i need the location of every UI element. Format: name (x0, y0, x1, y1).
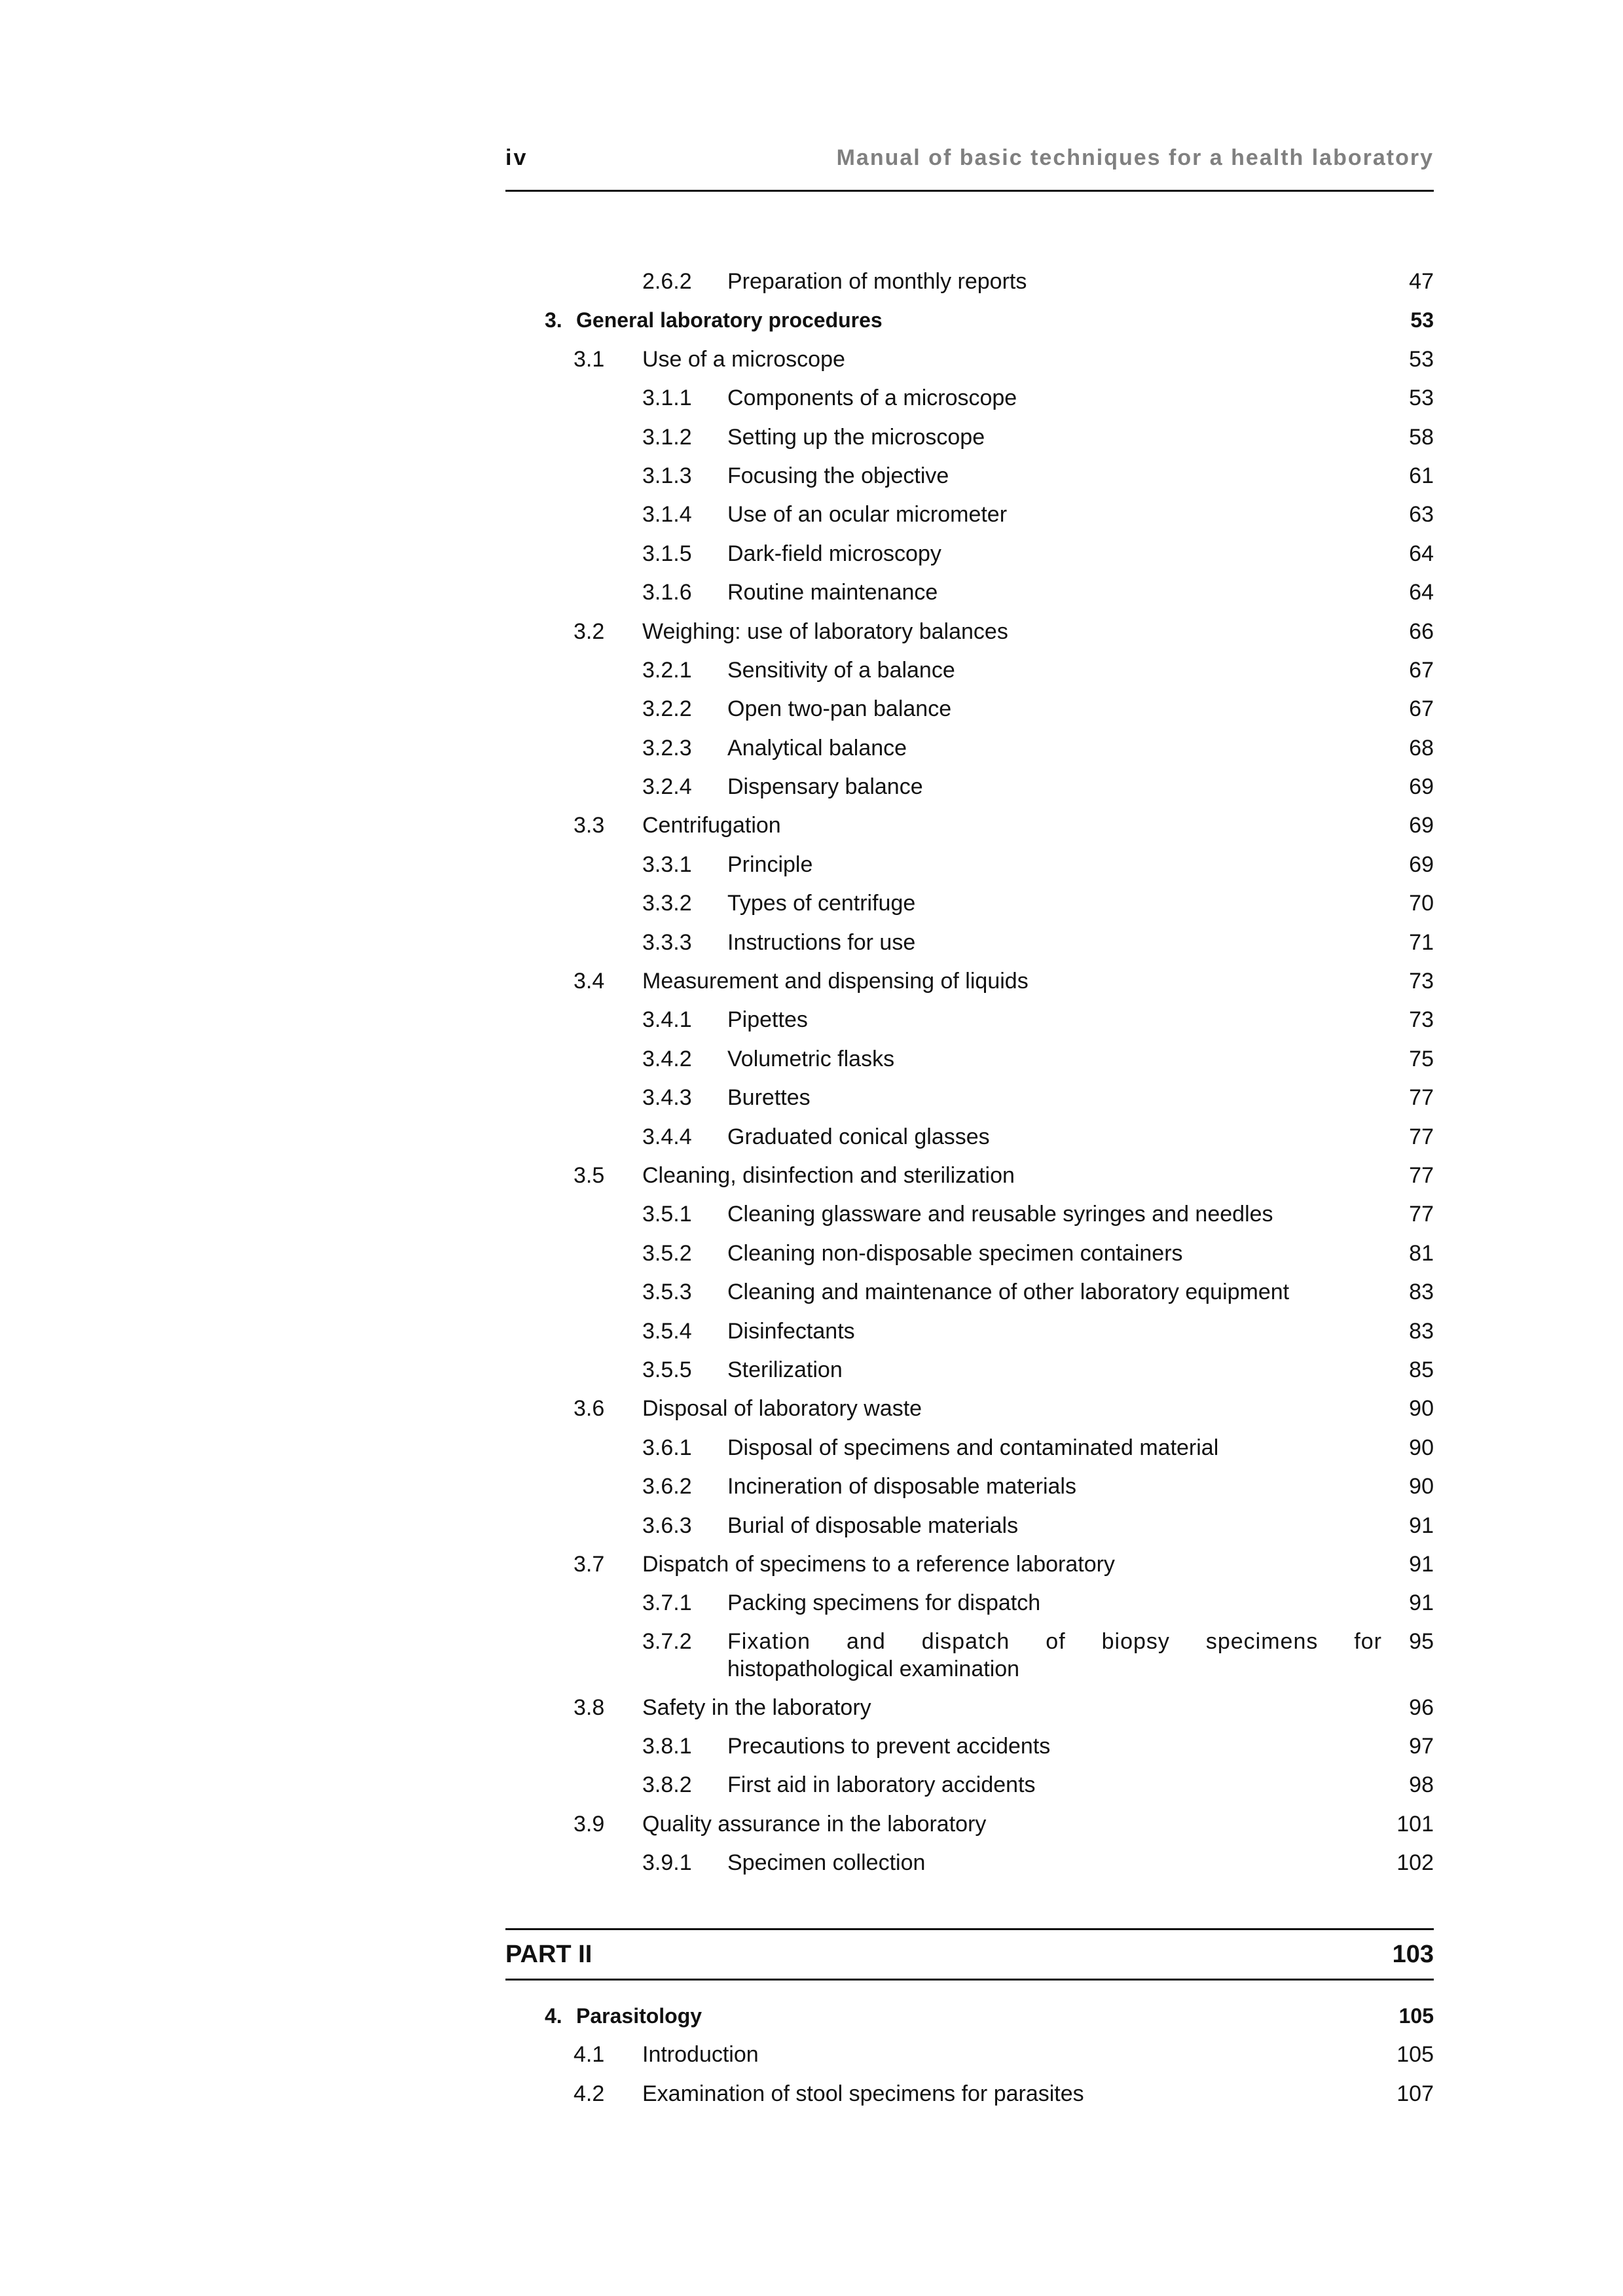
toc-entry-page: 98 (1409, 1772, 1434, 1798)
toc-entry-title: Open two-pan balance (727, 696, 952, 722)
toc-entry[interactable] (505, 1467, 1434, 1505)
toc-entry-title: Analytical balance (727, 735, 907, 761)
toc-entry-number: 3.6.2 (642, 1474, 692, 1499)
toc-entry[interactable] (505, 845, 1434, 884)
toc-entry[interactable] (505, 495, 1434, 533)
toc-entry-page: 77 (1409, 1202, 1434, 1227)
toc-entry-title-line-1: Fixation and dispatch of biopsy specimens for (727, 1628, 1382, 1654)
toc-entry-number: 3.8.2 (642, 1772, 692, 1798)
toc-chapter-entry[interactable] (505, 1996, 1434, 2035)
toc-entry-page: 64 (1409, 580, 1434, 605)
part-label: PART II (505, 1941, 593, 1968)
toc-entry-title: Dark-field microscopy (727, 541, 941, 566)
toc-entry-number: 3.5.1 (642, 1202, 692, 1227)
page-header (505, 145, 1434, 192)
toc-entry-number: 3.7.1 (642, 1590, 692, 1616)
toc-entry[interactable] (505, 1039, 1434, 1078)
toc-entry[interactable] (505, 1428, 1434, 1467)
toc-entry-page: 91 (1409, 1551, 1434, 1577)
toc-entry-page: 83 (1409, 1318, 1434, 1344)
toc-entry-page: 102 (1396, 1850, 1434, 1876)
toc-entry[interactable] (505, 1804, 1434, 1843)
toc-entry[interactable] (505, 1843, 1434, 1882)
toc-entry-page: 105 (1398, 2004, 1434, 2028)
toc-entry-number: 3.6.1 (642, 1435, 692, 1460)
toc-entry[interactable] (505, 1156, 1434, 1194)
toc-entry[interactable] (505, 1545, 1434, 1583)
toc-entry[interactable] (505, 1583, 1434, 1622)
toc-entry-title: Types of centrifuge (727, 891, 916, 916)
toc-entry-number: 3.3.3 (642, 929, 692, 955)
toc-entry-page: 68 (1409, 735, 1434, 761)
toc-entry-page: 53 (1409, 386, 1434, 411)
toc-entry-page: 90 (1409, 1474, 1434, 1499)
toc-entry-number: 3.5.2 (642, 1240, 692, 1266)
toc-entry[interactable] (505, 1727, 1434, 1765)
toc-entry-page: 81 (1409, 1240, 1434, 1266)
toc-entry-number: 3.2.2 (642, 696, 692, 722)
toc-entry-title: Sensitivity of a balance (727, 657, 955, 683)
toc-entry-number: 4.1 (574, 2042, 605, 2068)
toc-entry-title: Quality assurance in the laboratory (642, 1811, 987, 1837)
toc-entry-number: 3.7.2 (642, 1628, 692, 1654)
part-page-number: 103 (1392, 1941, 1434, 1968)
toc-entry-page: 85 (1409, 1357, 1434, 1382)
toc-entry-title: Introduction (642, 2042, 759, 2068)
table-of-contents (505, 262, 1434, 1882)
toc-entry-title: Burial of disposable materials (727, 1513, 1019, 1538)
toc-entry-title: Focusing the objective (727, 463, 949, 488)
toc-entry-number: 3.2.3 (642, 735, 692, 761)
toc-entry[interactable] (505, 1389, 1434, 1427)
toc-entry-number: 3.2.4 (642, 774, 692, 800)
toc-entry-page: 95 (1409, 1628, 1434, 1654)
toc-entry-number: 3. (545, 308, 562, 332)
toc-entry-title: Instructions for use (727, 929, 916, 955)
toc-entry-title: Principle (727, 852, 813, 877)
toc-entry-title: Setting up the microscope (727, 424, 985, 450)
toc-entry-page: 69 (1409, 852, 1434, 877)
toc-entry-number: 3.2.1 (642, 657, 692, 683)
toc-entry-number: 4.2 (574, 2081, 605, 2106)
toc-entry-page: 77 (1409, 1085, 1434, 1111)
toc-entry-title: Routine maintenance (727, 580, 938, 605)
toc-entry-title: Burettes (727, 1085, 811, 1111)
toc-entry-number: 3.3 (574, 813, 605, 838)
toc-entry[interactable] (505, 456, 1434, 495)
toc-chapter-entry[interactable] (505, 300, 1434, 339)
toc-entry-page: 58 (1409, 424, 1434, 450)
toc-entry[interactable] (505, 340, 1434, 378)
toc-entry-number: 3.4.3 (642, 1085, 692, 1111)
toc-entry-title-line-2: histopathological examination (727, 1656, 1020, 1681)
toc-entry-number: 3.1.1 (642, 386, 692, 411)
toc-entry-number: 3.1.6 (642, 580, 692, 605)
toc-entry[interactable] (505, 1000, 1434, 1039)
toc-entry-number: 3.5.4 (642, 1318, 692, 1344)
toc-entry[interactable] (505, 534, 1434, 573)
toc-entry-page: 69 (1409, 774, 1434, 800)
toc-entry[interactable] (505, 923, 1434, 961)
toc-entry[interactable] (505, 612, 1434, 651)
toc-entry-title: Measurement and dispensing of liquids (642, 969, 1029, 994)
toc-entry-title: Centrifugation (642, 813, 781, 838)
toc-entry[interactable] (505, 689, 1434, 728)
toc-entry-title: Cleaning, disinfection and sterilization (642, 1162, 1015, 1188)
toc-entry[interactable] (505, 1688, 1434, 1727)
toc-entry-page: 69 (1409, 813, 1434, 838)
toc-entry-page: 67 (1409, 696, 1434, 722)
toc-entry-title: Weighing: use of laboratory balances (642, 619, 1008, 644)
toc-entry[interactable] (505, 2035, 1434, 2073)
toc-entry-page: 77 (1409, 1124, 1434, 1149)
toc-entry[interactable] (505, 1234, 1434, 1272)
toc-entry[interactable] (505, 1350, 1434, 1389)
toc-entry-number: 3.6 (574, 1396, 605, 1422)
toc-entry-page: 101 (1396, 1811, 1434, 1837)
toc-entry[interactable] (505, 767, 1434, 806)
toc-entry-page: 63 (1409, 502, 1434, 528)
toc-entry-title: General laboratory procedures (576, 308, 883, 332)
toc-entry[interactable] (505, 1194, 1434, 1233)
toc-entry[interactable] (505, 1078, 1434, 1117)
toc-entry-title: Use of a microscope (642, 346, 845, 372)
toc-entry-title: Graduated conical glasses (727, 1124, 990, 1149)
running-title: Manual of basic techniques for a health laboratory (836, 145, 1434, 170)
toc-entry[interactable] (505, 1506, 1434, 1545)
toc-entry-title: First aid in laboratory accidents (727, 1772, 1036, 1798)
toc-entry-number: 3.1.2 (642, 424, 692, 450)
toc-entry-title: Disinfectants (727, 1318, 855, 1344)
toc-entry[interactable] (505, 2074, 1434, 2113)
toc-entry-title: Precautions to prevent accidents (727, 1734, 1051, 1759)
toc-entry-page: 91 (1409, 1590, 1434, 1616)
toc-entry-number: 3.1.3 (642, 463, 692, 488)
toc-entry-title: Components of a microscope (727, 386, 1017, 411)
toc-entry[interactable] (505, 1765, 1434, 1804)
toc-entry-title: Parasitology (576, 2004, 702, 2028)
toc-entry-number: 3.4.2 (642, 1046, 692, 1071)
toc-entry-page: 96 (1409, 1695, 1434, 1720)
toc-entry-title: Cleaning glassware and reusable syringes and needles (727, 1202, 1273, 1227)
toc-entry-page: 70 (1409, 891, 1434, 916)
toc-entry-title: Cleaning non-disposable specimen containers (727, 1240, 1183, 1266)
toc-entry-title: Disposal of specimens and contaminated material (727, 1435, 1219, 1460)
toc-entry-number: 3.7 (574, 1551, 605, 1577)
toc-entry-page: 91 (1409, 1513, 1434, 1538)
toc-entry-title: Safety in the laboratory (642, 1695, 871, 1720)
toc-entry-page: 66 (1409, 619, 1434, 644)
toc-entry[interactable] (505, 1623, 1434, 1688)
toc-entry[interactable] (505, 1117, 1434, 1156)
toc-entry-page: 73 (1409, 969, 1434, 994)
toc-entry-page: 47 (1409, 269, 1434, 294)
toc-entry-number: 3.8 (574, 1695, 605, 1720)
toc-entry-title: Use of an ocular micrometer (727, 502, 1008, 528)
toc-entry-page: 53 (1409, 346, 1434, 372)
toc-entry-title: Pipettes (727, 1007, 808, 1033)
toc-entry-page: 97 (1409, 1734, 1434, 1759)
toc-entry-number: 3.6.3 (642, 1513, 692, 1538)
page-number: iv (505, 145, 528, 170)
toc-entry-page: 67 (1409, 657, 1434, 683)
toc-entry-page: 71 (1409, 929, 1434, 955)
toc-entry-number: 3.3.1 (642, 852, 692, 877)
toc-entry[interactable] (505, 651, 1434, 689)
toc-entry-page: 90 (1409, 1396, 1434, 1422)
toc-entry-number: 3.9 (574, 1811, 605, 1837)
toc-entry-page: 64 (1409, 541, 1434, 566)
toc-entry-number: 3.5.3 (642, 1280, 692, 1305)
toc-entry[interactable] (505, 378, 1434, 417)
toc-entry-number: 3.5 (574, 1162, 605, 1188)
toc-entry-page: 77 (1409, 1162, 1434, 1188)
toc-entry-title: Examination of stool specimens for parasites (642, 2081, 1084, 2106)
toc-entry[interactable] (505, 573, 1434, 611)
toc-entry-number: 3.1.4 (642, 502, 692, 528)
toc-entry[interactable] (505, 418, 1434, 456)
toc-entry-number: 3.9.1 (642, 1850, 692, 1876)
toc-entry[interactable] (505, 806, 1434, 844)
toc-entry-title: Dispensary balance (727, 774, 923, 800)
toc-entry-title: Packing specimens for dispatch (727, 1590, 1041, 1616)
toc-entry-title (727, 1628, 1382, 1683)
toc-entry-number: 4. (545, 2004, 562, 2028)
toc-entry-page: 90 (1409, 1435, 1434, 1460)
toc-entry-number: 3.2 (574, 619, 605, 644)
toc-entry-number: 3.8.1 (642, 1734, 692, 1759)
toc-entry-number: 3.1.5 (642, 541, 692, 566)
toc-entry-title: Dispatch of specimens to a reference laboratory (642, 1551, 1115, 1577)
toc-entry-title: Sterilization (727, 1357, 843, 1382)
toc-entry[interactable] (505, 1312, 1434, 1350)
toc-entry-title: Disposal of laboratory waste (642, 1396, 922, 1422)
part-heading (505, 1928, 1434, 1981)
toc-entry-number: 3.4 (574, 969, 605, 994)
toc-entry-number: 3.5.5 (642, 1357, 692, 1382)
toc-entry-number: 3.4.4 (642, 1124, 692, 1149)
toc-entry-page: 83 (1409, 1280, 1434, 1305)
toc-entry[interactable] (505, 1272, 1434, 1311)
toc-entry-number: 2.6.2 (642, 269, 692, 294)
toc-entry[interactable] (505, 262, 1434, 300)
toc-entry-title: Volumetric flasks (727, 1046, 895, 1071)
toc-entry-page: 105 (1396, 2042, 1434, 2068)
toc-entry-title: Incineration of disposable materials (727, 1474, 1076, 1499)
toc-entry-number: 3.3.2 (642, 891, 692, 916)
toc-entry-page: 73 (1409, 1007, 1434, 1033)
toc-entry[interactable] (505, 884, 1434, 922)
toc-entry[interactable] (505, 728, 1434, 767)
toc-entry-title: Cleaning and maintenance of other laboratory equipment (727, 1280, 1290, 1305)
toc-entry-title: Preparation of monthly reports (727, 269, 1027, 294)
table-of-contents-part-2 (505, 1996, 1434, 2113)
toc-entry-page: 75 (1409, 1046, 1434, 1071)
toc-entry-page: 53 (1410, 308, 1434, 332)
toc-entry[interactable] (505, 961, 1434, 1000)
toc-entry-page: 107 (1396, 2081, 1434, 2106)
toc-entry-number: 3.1 (574, 346, 605, 372)
toc-entry-number: 3.4.1 (642, 1007, 692, 1033)
toc-entry-title: Specimen collection (727, 1850, 926, 1876)
toc-entry-page: 61 (1409, 463, 1434, 488)
